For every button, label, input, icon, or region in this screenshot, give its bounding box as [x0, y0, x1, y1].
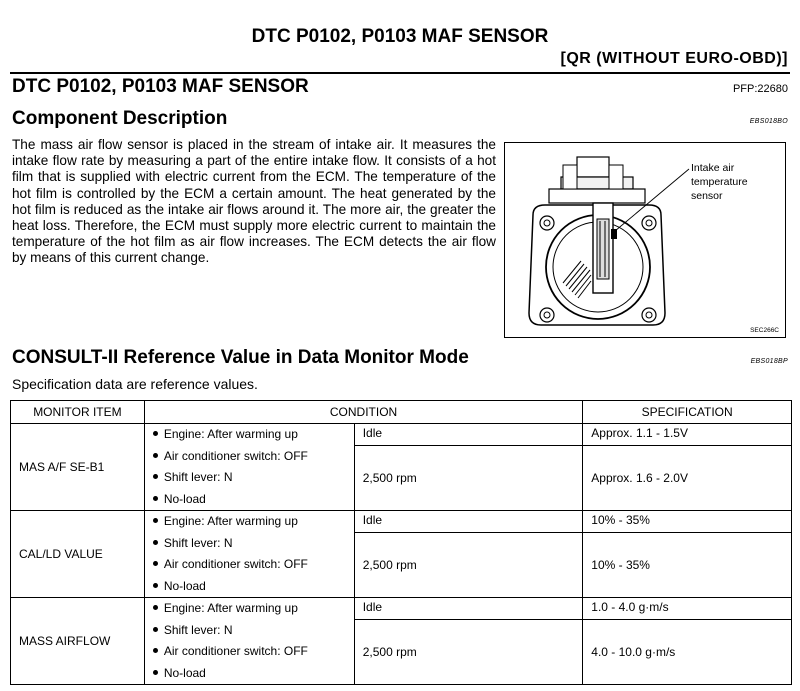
- bullet-icon: [153, 627, 158, 632]
- rpm-cell: 2,500 rpm: [354, 533, 583, 598]
- bullet-icon: [153, 518, 158, 523]
- figure-code: SEC266C: [750, 327, 779, 334]
- spec-cell: Approx. 1.6 - 2.0V: [583, 446, 792, 511]
- component-ref-code: EBS018BO: [749, 118, 788, 125]
- page-header-title: DTC P0102, P0103 MAF SENSOR: [251, 26, 549, 47]
- condition-item: No-load: [153, 663, 354, 685]
- rpm-cell: 2,500 rpm: [354, 446, 583, 511]
- column-header-condition: CONDITION: [144, 401, 582, 424]
- bullet-icon: [153, 648, 158, 653]
- column-header-monitor-item: MONITOR ITEM: [11, 401, 145, 424]
- monitor-item-cell: MAS A/F SE-B1: [11, 424, 145, 511]
- intake-air-temperature-sensor-label: Intake air temperature sensor: [691, 162, 748, 202]
- reference-value-table: [10, 400, 792, 685]
- bullet-icon: [153, 474, 158, 479]
- condition-list: [144, 511, 354, 598]
- condition-item: Engine: After warming up: [153, 511, 354, 533]
- rpm-cell: 2,500 rpm: [354, 620, 583, 685]
- table-header-row: [11, 401, 792, 424]
- condition-list: [144, 424, 354, 511]
- maf-sensor-figure: [504, 142, 786, 338]
- rpm-cell: Idle: [354, 598, 583, 620]
- condition-item: Air conditioner switch: OFF: [153, 641, 354, 663]
- bullet-icon: [153, 540, 158, 545]
- condition-item: Shift lever: N: [153, 533, 354, 555]
- condition-item: Engine: After warming up: [153, 598, 354, 620]
- bullet-icon: [153, 670, 158, 675]
- condition-item: Air conditioner switch: OFF: [153, 554, 354, 576]
- table-row: [11, 424, 792, 446]
- bullet-icon: [153, 583, 158, 588]
- spec-note: Specification data are reference values.: [12, 376, 258, 392]
- condition-item: Shift lever: N: [153, 467, 354, 489]
- condition-item: Air conditioner switch: OFF: [153, 446, 354, 468]
- bullet-icon: [153, 561, 158, 566]
- condition-list: [144, 598, 354, 685]
- bullet-icon: [153, 496, 158, 501]
- monitor-item-cell: CAL/LD VALUE: [11, 511, 145, 598]
- spec-cell: Approx. 1.1 - 1.5V: [583, 424, 792, 446]
- monitor-item-cell: MASS AIRFLOW: [11, 598, 145, 685]
- condition-item: No-load: [153, 489, 354, 511]
- bullet-icon: [153, 605, 158, 610]
- consult-ref-code: EBS018BP: [750, 358, 788, 365]
- spec-cell: 10% - 35%: [583, 533, 792, 598]
- section-divider: [10, 72, 790, 74]
- table-row: [11, 598, 792, 620]
- page-header-subtitle: [QR (WITHOUT EURO-OBD)]: [560, 50, 788, 67]
- column-header-specification: SPECIFICATION: [583, 401, 792, 424]
- condition-item: Shift lever: N: [153, 620, 354, 642]
- consult-heading: CONSULT-II Reference Value in Data Monitor Mode: [12, 347, 469, 368]
- rpm-cell: Idle: [354, 424, 583, 446]
- bullet-icon: [153, 453, 158, 458]
- spec-cell: 10% - 35%: [583, 511, 792, 533]
- pfp-code: PFP:22680: [732, 83, 788, 95]
- component-description-text: The mass air flow sensor is placed in the stream of intake air. It measures the intake flow rate by measuring a part of the entire intake flow. It consists of a hot film that is supplied with electric current from the ECM. The temperature of the hot film is controlled by the ECM a certain amount. The heat generated by the hot film is reduced as the intake air flows around it. The more air, the greater the heat loss. Therefore, the ECM must supply more electric current to maintain the temperature of the hot film as air flow increases. The ECM detects the air flow by means of this current change.: [12, 137, 496, 266]
- table-row: [11, 511, 792, 533]
- bullet-icon: [153, 431, 158, 436]
- condition-item: No-load: [153, 576, 354, 598]
- spec-cell: 1.0 - 4.0 g·m/s: [583, 598, 792, 620]
- component-description-heading: Component Description: [12, 108, 228, 129]
- spec-cell: 4.0 - 10.0 g·m/s: [583, 620, 792, 685]
- document-title: DTC P0102, P0103 MAF SENSOR: [12, 76, 309, 97]
- rpm-cell: Idle: [354, 511, 583, 533]
- condition-item: Engine: After warming up: [153, 424, 354, 446]
